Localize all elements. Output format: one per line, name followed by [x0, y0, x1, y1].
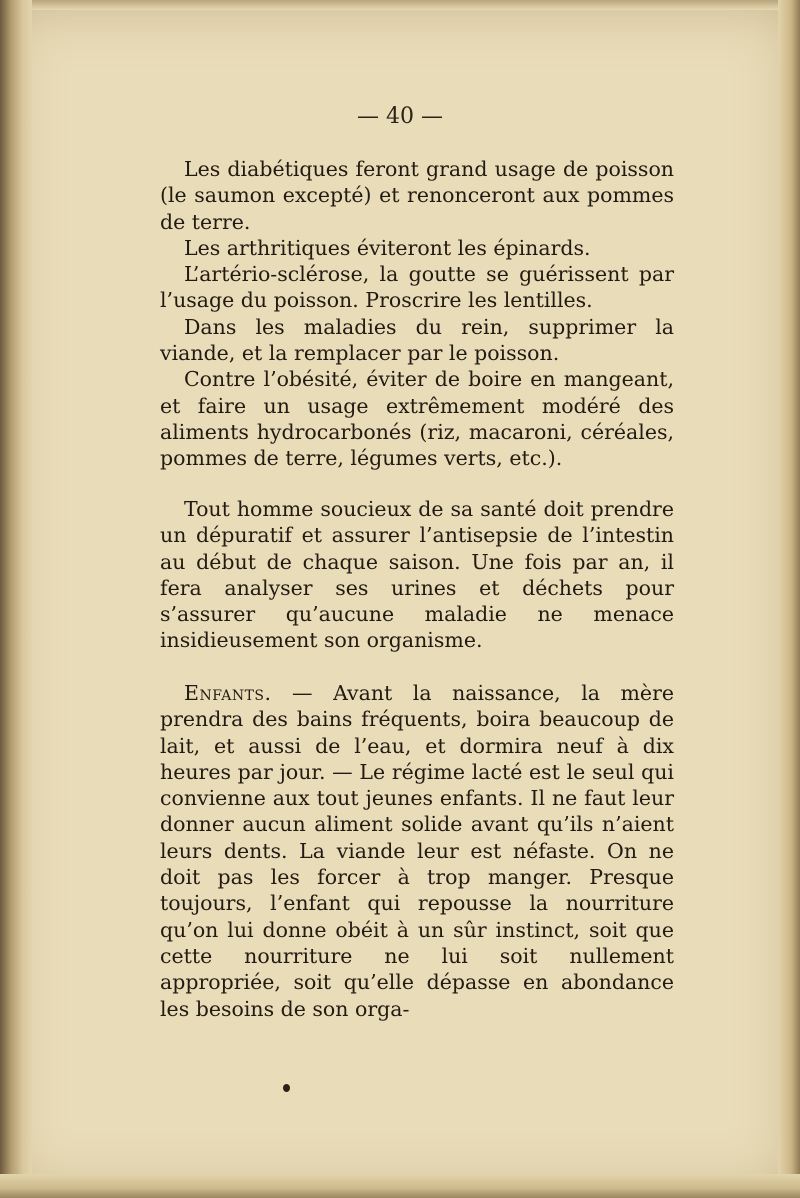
paragraph: [160, 680, 674, 1022]
paragraph: Contre l’obésité, éviter de boire en mangeant, et faire un usage extrêmement modéré des aliments hydrocarbonés (riz, macaroni, céréales, pommes de terre, légumes verts, etc.).: [160, 367, 674, 471]
paragraph: Les diabétiques feront grand usage de poisson (le saumon excepté) et renonceront aux pommes de terre.: [160, 157, 674, 234]
page-top-edge: [0, 0, 800, 10]
paragraph: Tout homme soucieux de sa santé doit prendre un dépuratif et assurer l’antisepsie de l’intestin au début de chaque saison. Une fois par an, il fera analyser ses urines et déchets pour s’assurer qu’aucune maladie ne menace insidieusement son organisme.: [160, 497, 674, 653]
page-number: — 40 —: [357, 104, 443, 129]
section-heading: Enfants.: [184, 681, 272, 705]
ink-dot: [283, 1084, 290, 1092]
health-advice-block: [160, 496, 674, 654]
dietary-advice-block: [160, 156, 674, 472]
paragraph: L’artério-sclérose, la goutte se guérissent par l’usage du poisson. Proscrire les lentilles.: [160, 262, 674, 313]
paragraph: Les arthritiques éviteront les épinards.: [184, 235, 591, 260]
children-section: [160, 680, 674, 1022]
paragraph: Dans les maladies du rein, supprimer la viande, et la remplacer par le poisson.: [160, 314, 674, 366]
page-right-edge: [778, 0, 800, 1198]
book-binding: [0, 0, 32, 1198]
section-body: — Avant la naissance, la mère prendra des bains fréquents, boira beaucoup de lait, et aussi de l’eau, et dormira neuf à dix heures par jour. — Le régime lacté est le seul qui convienne aux tout jeunes enfants. Il ne faut leur donner aucun aliment solide avant qu’ils n’aient leurs dents. La viande leur est néfaste. On ne doit pas les forcer à trop manger. Presque toujours, l’enfant qui repousse la nourriture qu’on lui donne obéit à un sûr instinct, soit que cette nourriture ne lui soit nullement appropriée, soit qu’elle dépasse en abondance les besoins de son orga-: [160, 681, 674, 1021]
page-bottom-edge: [0, 1174, 800, 1198]
